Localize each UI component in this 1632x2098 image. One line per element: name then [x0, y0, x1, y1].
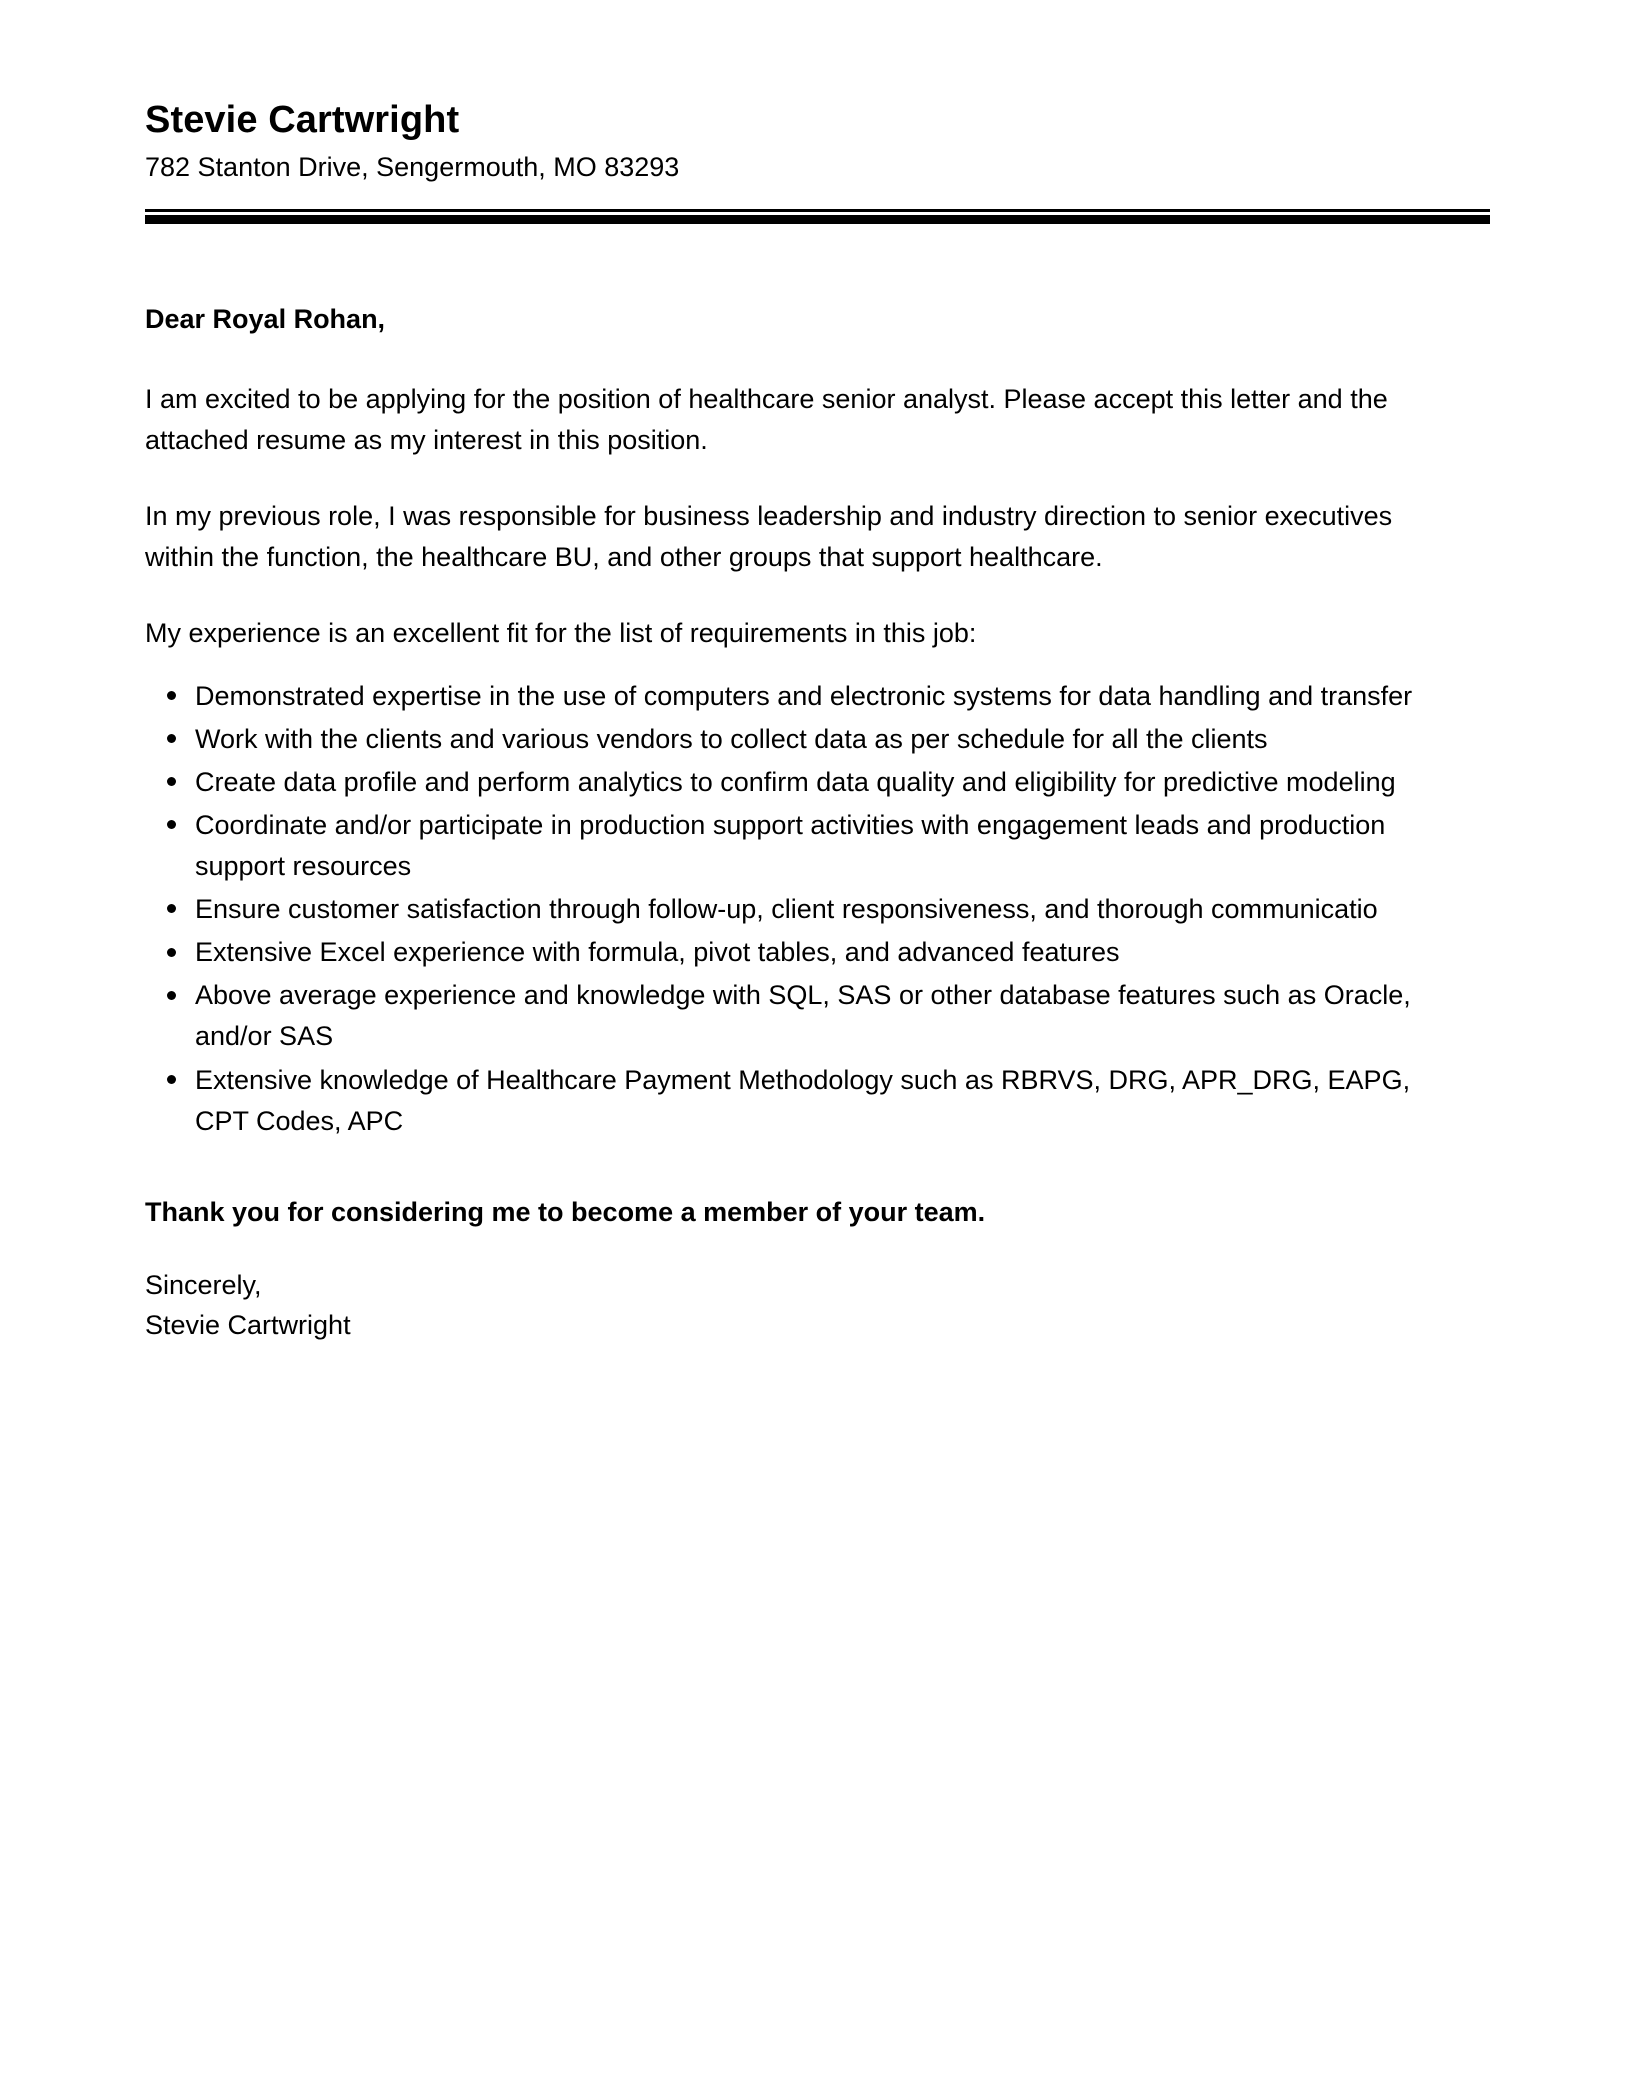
- bullet-icon: [167, 991, 176, 1000]
- list-item: [145, 762, 1465, 803]
- list-item-text: Extensive Excel experience with formula, pivot tables, and advanced features: [195, 937, 1120, 968]
- list-item-text: Extensive knowledge of Healthcare Payment Methodology such as RBRVS, DRG, APR_DRG, EAPG, CPT Codes, APC: [195, 1064, 1411, 1136]
- list-item: [145, 676, 1465, 717]
- list-item-text: Ensure customer satisfaction through follow-up, client responsiveness, and thorough communicatio: [195, 894, 1378, 925]
- bullet-icon: [167, 948, 176, 957]
- bullet-icon: [167, 904, 176, 913]
- requirements-list: [145, 676, 1465, 1141]
- signoff-name: Stevie Cartwright: [145, 1310, 351, 1341]
- list-item: [145, 1060, 1465, 1142]
- list-item-text: Create data profile and perform analytics to confirm data quality and eligibility for predictive modeling: [195, 767, 1396, 798]
- letter-body: [145, 224, 1465, 1346]
- sender-address: 782 Stanton Drive, Sengermouth, MO 83293: [145, 151, 680, 182]
- divider-thick-line: [145, 215, 1490, 224]
- list-item-text: Work with the clients and various vendors to collect data as per schedule for all the clients: [195, 724, 1268, 755]
- salutation: Dear Royal Rohan,: [145, 303, 386, 334]
- body-paragraph-1: I am excited to be applying for the position of healthcare senior analyst. Please accept this letter and the attached resume as my interest in this position.: [145, 384, 1388, 456]
- bullet-icon: [167, 777, 176, 786]
- letterhead: [145, 0, 1487, 185]
- list-item: [145, 932, 1465, 973]
- bullet-icon: [167, 691, 176, 700]
- list-item: [145, 805, 1465, 887]
- list-item: [145, 719, 1465, 760]
- closing-thanks: Thank you for considering me to become a member of your team.: [145, 1196, 986, 1227]
- body-paragraph-2: In my previous role, I was responsible for business leadership and industry direction to senior executives within the function, the healthcare BU, and other groups that support healthcare.: [145, 501, 1393, 573]
- signoff: Sincerely,: [145, 1270, 262, 1301]
- list-item-text: Above average experience and knowledge with SQL, SAS or other database features such as Oracle, and/or SAS: [195, 980, 1411, 1052]
- list-item: [145, 975, 1465, 1057]
- bullet-icon: [167, 820, 176, 829]
- bullet-icon: [167, 1075, 176, 1084]
- sender-name: Stevie Cartwright: [145, 99, 460, 141]
- list-item-text: Coordinate and/or participate in production support activities with engagement leads and production support resources: [195, 810, 1386, 882]
- list-item: [145, 889, 1465, 930]
- bullet-icon: [167, 734, 176, 743]
- header-divider: [145, 209, 1490, 224]
- requirements-intro: My experience is an excellent fit for the list of requirements in this job:: [145, 618, 977, 649]
- list-item-text: Demonstrated expertise in the use of computers and electronic systems for data handling and transfer: [195, 681, 1413, 712]
